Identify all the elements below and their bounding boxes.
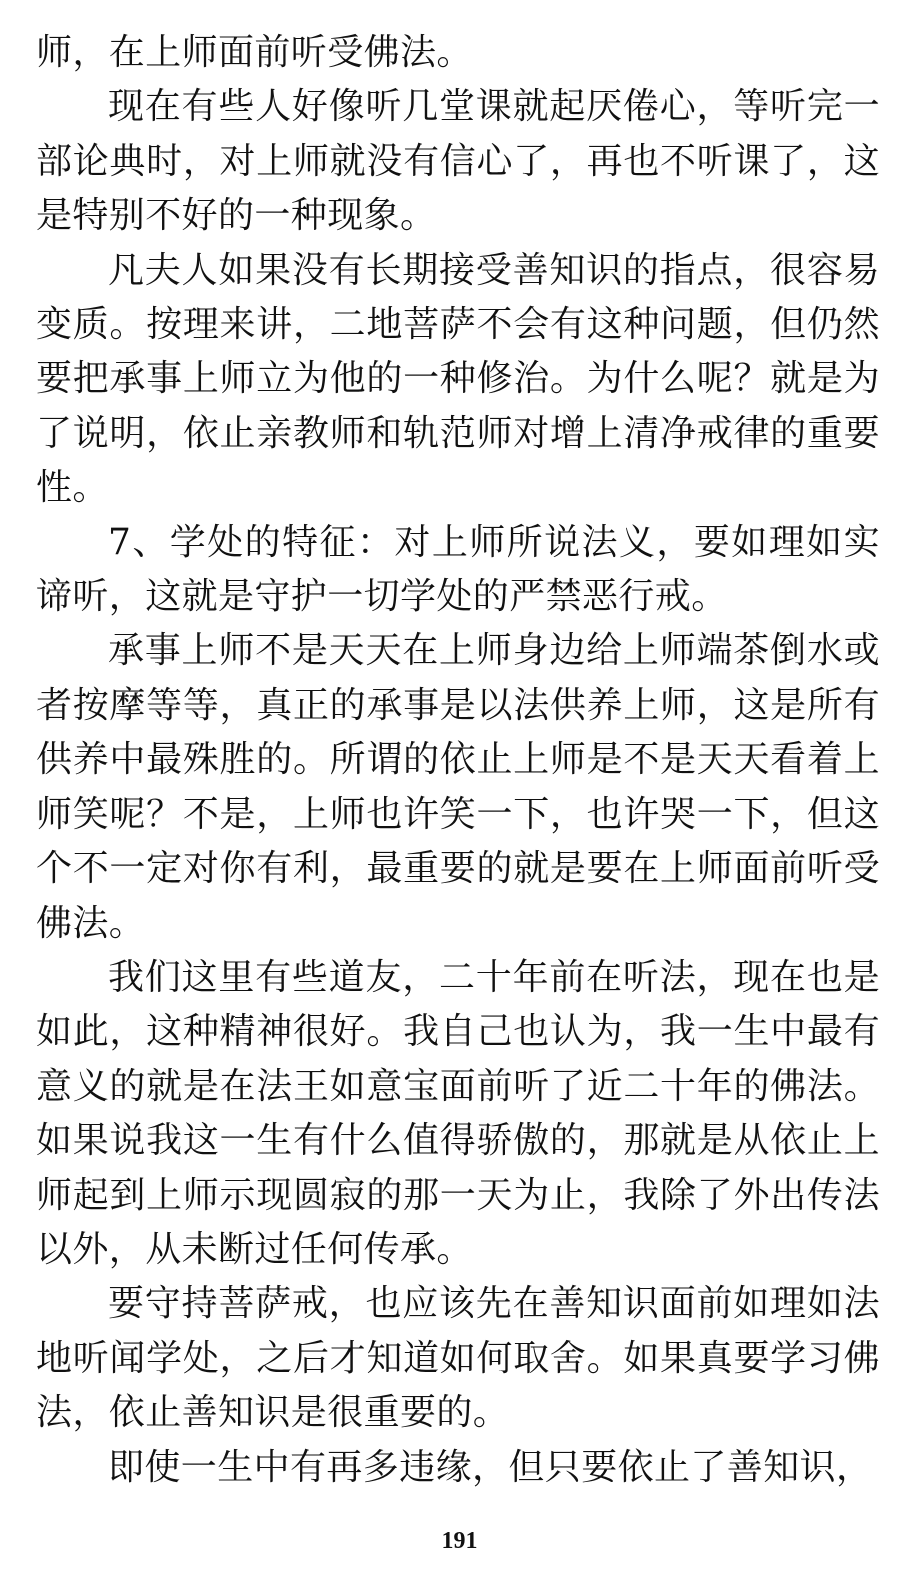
paragraph-8: 即使一生中有再多违缘，但只要依止了善知识， bbox=[108, 1446, 873, 1488]
paragraph-7: 要守持菩萨戒，也应该先在善知识面前如理如法地听闻学处，之后才知道如何取舍。如果真要学习佛法，依止善知识是很重要的。 bbox=[36, 1283, 880, 1434]
paragraph-5: 承事上师不是天天在上师身边给上师端茶倒水或者按摩等等，真正的承事是以法供养上师，这是所有供养中最殊胜的。所谓的依止上师是不是天天看着上师笑呢？不是，上师也许笑一下，也许哭一下，但这个不一定对你有利，最重要的就是要在上师面前听受佛法。 bbox=[36, 630, 880, 944]
paragraph-3: 凡夫人如果没有长期接受善知识的指点，很容易变质。按理来讲，二地菩萨不会有这种问题，但仍然要把承事上师立为他的一种修治。为什么呢？就是为了说明，依止亲教师和轨范师对增上清净戒律的重要性。 bbox=[36, 249, 880, 509]
paragraph-4: 7、学处的特征：对上师所说法义，要如理如实谛听，这就是守护一切学处的严禁恶行戒。 bbox=[36, 521, 880, 618]
paragraph-1: 师，在上师面前听受佛法。 bbox=[36, 32, 473, 73]
paragraph-6: 我们这里有些道友，二十年前在听法，现在也是如此，这种精神很好。我自己也认为，我一生中最有意义的就是在法王如意宝面前听了近二十年的佛法。如果说我这一生有什么值得骄傲的，那就是从依止上师起到上师示现圆寂的那一天为止，我除了外出传法以外，从未断过任何传承。 bbox=[36, 956, 880, 1270]
body-text bbox=[36, 26, 880, 1495]
page-number: 191 bbox=[441, 1528, 478, 1554]
paragraph-2: 现在有些人好像听几堂课就起厌倦心，等听完一部论典时，对上师就没有信心了，再也不听课了，这是特别不好的一种现象。 bbox=[36, 86, 880, 237]
